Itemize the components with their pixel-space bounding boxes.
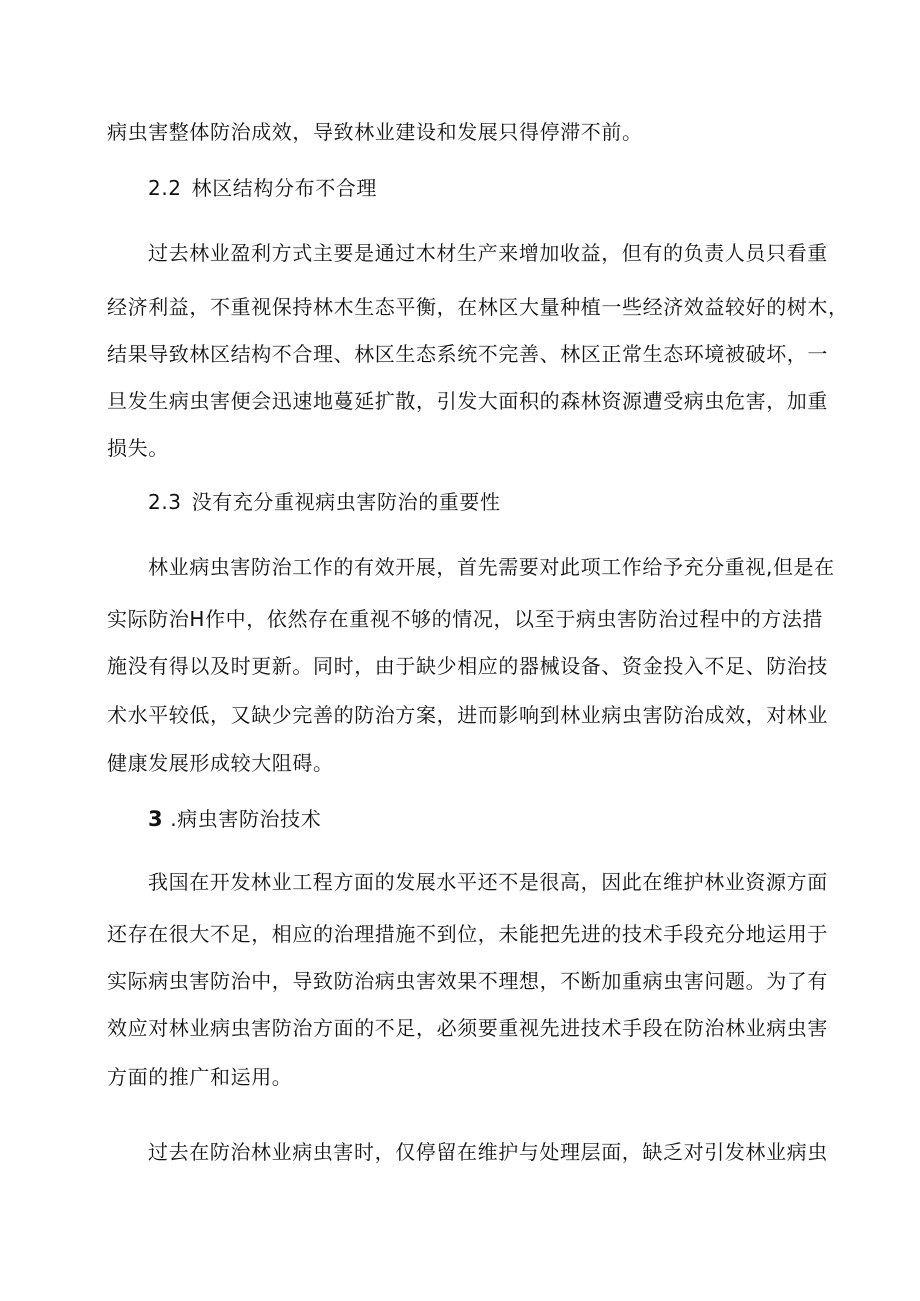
paragraph-line: 术水平较低，又缺少完善的防治方案，进而影响到林业病虫害防治成效，对林业 [107, 703, 828, 727]
paragraph-line: 健康发展形成较大阻碍。 [107, 751, 334, 775]
section-separator: . [170, 807, 178, 831]
paragraph-line: 过去林业盈利方式主要是通过木材生产来增加收益，但有的负责人员只看重 [148, 241, 828, 265]
section-title: 没有充分重视病虫害防治的重要性 [191, 490, 501, 514]
paragraph-line: 经济利益，不重视保持林木生态平衡，在林区大量种植一些经济效益较好的树木， [107, 295, 849, 319]
section-number: 3 [148, 807, 164, 831]
section-number: 2.3 [148, 490, 182, 514]
paragraph-line: 病虫害整体防治成效，导致林业建设和发展只得停滞不前。 [107, 120, 643, 144]
paragraph-line: 方面的推广和运用。 [107, 1065, 293, 1089]
paragraph-line: 施没有得以及时更新。同时，由于缺少相应的器械设备、资金投入不足、防治技 [107, 654, 828, 678]
paragraph-line: 效应对林业病虫害防治方面的不足，必须要重视先进技术手段在防治林业病虫害 [107, 1016, 828, 1040]
paragraph-line: 旦发生病虫害便会迅速地蔓延扩散，引发大面积的森林资源遭受病虫危害，加重 [107, 389, 828, 413]
section-number: 2.2 [148, 176, 182, 200]
section-heading-2-2 [148, 174, 868, 202]
section-title: 病虫害防治技术 [177, 807, 322, 831]
paragraph-line: 我国在开发林业工程方面的发展水平还不是很高，因此在维护林业资源方面 [148, 870, 828, 894]
paragraph-line: 林业病虫害防治工作的有效开展，首先需要对此项工作给予充分重视,但是在 [148, 555, 835, 579]
section-heading-3 [148, 805, 868, 833]
section-heading-2-3 [148, 488, 868, 516]
paragraph-line: 还存在很大不足，相应的治理措施不到位，未能把先进的技术手段充分地运用于 [107, 922, 828, 946]
paragraph-line: 损失。 [107, 436, 169, 460]
paragraph-line: 过去在防治林业病虫害时，仅停留在维护与处理层面，缺乏对引发林业病虫 [148, 1140, 828, 1164]
paragraph-line: 结果导致林区结构不合理、林区生态系统不完善、林区正常生态环境被破坏，一 [107, 342, 828, 366]
paragraph-line: 实际防治H作中，依然存在重视不够的情况，以至于病虫害防治过程中的方法措 [107, 607, 824, 631]
paragraph-line: 实际病虫害防治中，导致防治病虫害效果不理想，不断加重病虫害问题。为了有 [107, 969, 828, 993]
section-title: 林区结构分布不合理 [191, 176, 378, 200]
